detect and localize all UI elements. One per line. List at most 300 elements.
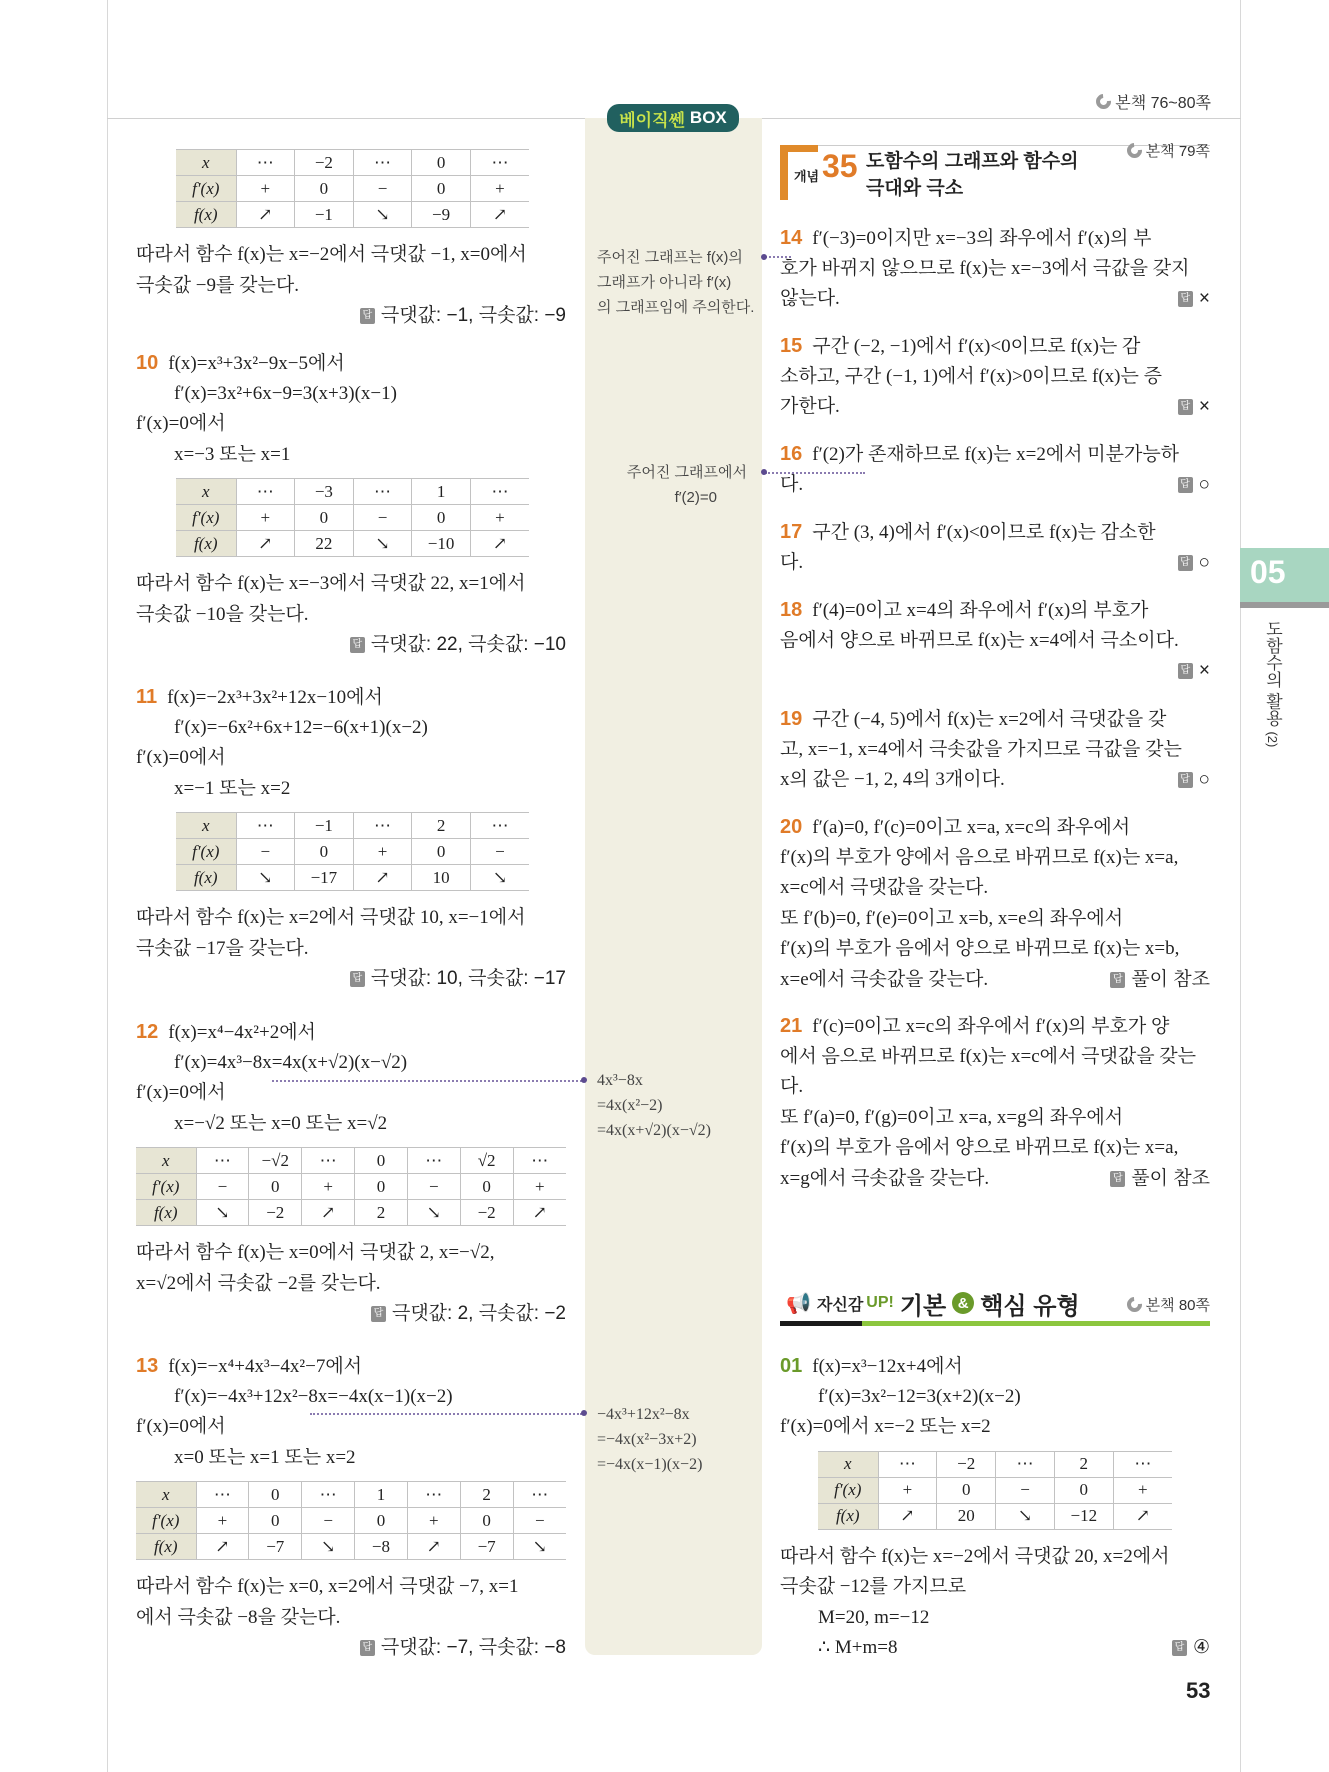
- concept-book-ref: [1127, 140, 1210, 161]
- header-book-ref: [1096, 90, 1211, 113]
- concept-title-line2: 극대와 극소: [866, 178, 964, 199]
- text-line: [780, 934, 1210, 965]
- answer-mark: [1110, 1164, 1210, 1195]
- concept-title-line1: 도함수의 그래프와 함수의: [866, 151, 1079, 172]
- table-cell: −: [353, 505, 412, 531]
- table-cell: 0: [295, 505, 354, 531]
- table-cell: ↘: [302, 1534, 355, 1560]
- line-text: 극솟값 −12를 가지므로: [780, 1576, 967, 1597]
- text-line: [780, 1382, 1210, 1413]
- table-cell: 1: [412, 479, 471, 505]
- table-cell: ↗: [196, 1534, 249, 1560]
- table-cell: +: [353, 839, 412, 865]
- text-line: [136, 348, 566, 379]
- badge-prefix: 베이직쎈: [619, 110, 685, 130]
- line-text: 따라서 함수 f(x)는 x=0, x=2에서 극댓값 −7, x=1: [136, 1576, 519, 1597]
- line-text: 가한다.: [780, 396, 840, 417]
- table-cell: −17: [295, 865, 354, 891]
- text-line: [136, 1382, 566, 1413]
- line-text: f(x)=x⁴−4x²+2에서: [168, 1022, 316, 1043]
- table-row: [136, 1174, 566, 1200]
- table-cell: ⋯: [470, 479, 529, 505]
- variation-table: [136, 1481, 566, 1560]
- table-row: [176, 531, 529, 557]
- text-line: [136, 774, 566, 805]
- table-cell: +: [1113, 1477, 1172, 1503]
- table-cell: 0: [249, 1508, 302, 1534]
- line-text: f(x)=x³+3x²−9x−5에서: [168, 353, 345, 374]
- side-note-line: 의 그래프임에 주의한다.: [597, 299, 755, 316]
- table-cell: 0: [295, 839, 354, 865]
- line-text: 따라서 함수 f(x)는 x=−2에서 극댓값 −1, x=0에서: [136, 244, 527, 265]
- table-cell: ↗: [513, 1200, 566, 1226]
- table-cell: −2: [295, 150, 354, 176]
- table-row: [818, 1503, 1172, 1529]
- line-text: f′(x)=0에서: [136, 413, 226, 434]
- text-line: [780, 1412, 1210, 1443]
- line-text: x=−1 또는 x=2: [174, 777, 291, 799]
- line-text: 고, x=−1, x=4에서 극솟값을 가지므로 극값을 갖는: [780, 738, 1182, 760]
- text-line: [780, 392, 1210, 423]
- answer-icon: 답: [1178, 663, 1193, 679]
- text-line: [136, 1412, 566, 1443]
- text-line: [780, 1603, 1210, 1634]
- text-line: [136, 1269, 566, 1300]
- table-cell: x: [176, 479, 236, 505]
- side-note: [597, 1068, 711, 1143]
- text-line: [136, 682, 566, 713]
- answer-icon: 답: [1172, 1640, 1187, 1656]
- chapter-title-text: 도함수의 활용: [1263, 620, 1282, 727]
- text-line: [780, 843, 1210, 874]
- text-line: [780, 439, 1210, 470]
- line-text: 극솟값 −10을 갖는다.: [136, 603, 309, 625]
- problem-number: 21: [780, 1015, 803, 1037]
- table-cell: +: [302, 1174, 355, 1200]
- text-line: [780, 965, 1210, 996]
- section-title2: 핵심 유형: [980, 1292, 1080, 1320]
- table-cell: −7: [249, 1534, 302, 1560]
- chapter-tab[interactable]: 05: [1240, 548, 1329, 608]
- problem-number: 13: [136, 1355, 159, 1377]
- table-cell: −12: [1054, 1503, 1113, 1529]
- table-cell: +: [236, 505, 295, 531]
- table-cell: ⋯: [996, 1451, 1055, 1477]
- table-cell: ↗: [302, 1200, 355, 1226]
- book-ref-icon: [1124, 140, 1145, 161]
- table-cell: f′(x): [136, 1174, 196, 1200]
- table-cell: ↗: [878, 1503, 937, 1529]
- text-line: [136, 440, 566, 471]
- text-line: [780, 626, 1210, 657]
- table-cell: −√2: [249, 1148, 302, 1174]
- problem-14: [780, 223, 1210, 315]
- book-ref-icon: [1124, 1294, 1145, 1315]
- answer-icon: 답: [360, 308, 375, 324]
- text-line: [780, 735, 1210, 766]
- table-cell: f′(x): [176, 839, 236, 865]
- connector-13: [310, 1413, 582, 1415]
- line-text: x=c에서 극댓값을 갖는다.: [780, 877, 989, 898]
- connector-dot: [761, 469, 767, 475]
- problem-number: 01: [780, 1355, 803, 1377]
- line-text: 에서 음으로 바뀌므로 f(x)는 x=c에서 극댓값을 갖는: [780, 1045, 1197, 1067]
- table-cell: −9: [412, 202, 471, 228]
- text-line: [780, 595, 1210, 626]
- text-line: [780, 873, 1210, 904]
- concept-label: 개념: [794, 169, 820, 184]
- table-cell: −: [513, 1508, 566, 1534]
- table-cell: −: [996, 1477, 1055, 1503]
- problem-18: [780, 595, 1210, 687]
- table-cell: ↘: [353, 531, 412, 557]
- table-cell: 1: [355, 1482, 408, 1508]
- section-book-ref: [1127, 1294, 1210, 1315]
- table-cell: −1: [295, 202, 354, 228]
- problem-10: [136, 348, 566, 661]
- problem-13: [136, 1351, 566, 1664]
- text-line: [780, 1072, 1210, 1103]
- line-text: f(x)=x³−12x+4에서: [812, 1356, 963, 1377]
- text-line: [780, 656, 1210, 687]
- line-text: 극솟값 −17을 갖는다.: [136, 937, 309, 959]
- table-cell: 2: [460, 1482, 513, 1508]
- table-cell: 0: [355, 1174, 408, 1200]
- table-cell: ⋯: [513, 1482, 566, 1508]
- section-title: [786, 1286, 1080, 1320]
- table-cell: 20: [937, 1503, 996, 1529]
- text-line: [136, 379, 566, 410]
- table-cell: f(x): [818, 1503, 878, 1529]
- text-line: [136, 1017, 566, 1048]
- concept-title: [866, 148, 1078, 202]
- table-cell: 2: [355, 1200, 408, 1226]
- table-cell: ↗: [236, 531, 295, 557]
- table-cell: +: [470, 505, 529, 531]
- answer-mark: [1178, 656, 1210, 687]
- table-cell: ⋯: [236, 150, 295, 176]
- table-cell: −: [353, 176, 412, 202]
- table-row: [176, 479, 529, 505]
- line-text: x=e에서 극솟값을 갖는다.: [780, 968, 989, 990]
- table-cell: −: [196, 1174, 249, 1200]
- answer-text: ○: [1198, 473, 1210, 495]
- table-cell: ⋯: [878, 1451, 937, 1477]
- table-cell: f(x): [176, 865, 236, 891]
- answer-text: ×: [1198, 288, 1210, 309]
- text-line: [136, 600, 566, 631]
- variation-table: [176, 149, 529, 228]
- text-line: [780, 254, 1210, 285]
- text-line: [780, 1133, 1210, 1164]
- text-line: [780, 284, 1210, 315]
- table-cell: ⋯: [236, 813, 295, 839]
- side-note: [597, 1402, 702, 1477]
- answer-icon: 답: [371, 1306, 386, 1322]
- table-cell: ⋯: [196, 1482, 249, 1508]
- table-cell: +: [513, 1174, 566, 1200]
- answer-icon: 답: [1178, 555, 1193, 571]
- line-text: f(x)=−2x³+3x²+12x−10에서: [167, 687, 383, 708]
- table-cell: x: [176, 150, 236, 176]
- text-line: [136, 1443, 566, 1474]
- text-line: [780, 331, 1210, 362]
- side-note-line: =4x(x²−2): [597, 1097, 663, 1114]
- answer-icon: 답: [360, 1640, 375, 1656]
- connector-14: [765, 256, 791, 258]
- answer-icon: 답: [1178, 399, 1193, 415]
- text-line: [780, 548, 1210, 579]
- table-cell: f(x): [176, 202, 236, 228]
- line-text: f′(4)=0이고 x=4의 좌우에서 f′(x)의 부호가: [812, 600, 1149, 621]
- connector-16: [765, 472, 865, 474]
- section-amp: &: [952, 1292, 974, 1314]
- text-line: [136, 1078, 566, 1109]
- header-book-ref-text: 본책 76~80쪽: [1115, 95, 1211, 112]
- answer-text: 극댓값: 2, 극솟값: −2: [391, 1303, 566, 1324]
- concept-header: [780, 145, 1210, 201]
- answer-icon: 답: [1178, 772, 1193, 788]
- table-row: [176, 865, 529, 891]
- table-cell: 10: [412, 865, 471, 891]
- answer-text: 극댓값: 10, 극솟값: −17: [370, 968, 566, 989]
- table-cell: −3: [295, 479, 354, 505]
- table-cell: ↘: [407, 1200, 460, 1226]
- table-row: [136, 1148, 566, 1174]
- table-row: [136, 1508, 566, 1534]
- problem-01: [780, 1351, 1210, 1664]
- table-cell: ⋯: [353, 150, 412, 176]
- text-line: [780, 1633, 1210, 1664]
- text-line: [780, 1011, 1210, 1042]
- answer-mark: [1178, 392, 1210, 423]
- text-line: [136, 1572, 566, 1603]
- page-number: 53: [1186, 1678, 1211, 1703]
- table-cell: −10: [412, 531, 471, 557]
- line-text: 구간 (3, 4)에서 f′(x)<0이므로 f(x)는 감소한: [812, 522, 1156, 543]
- answer-line: [136, 1633, 566, 1664]
- table-cell: f(x): [136, 1200, 196, 1226]
- answer-text: 극댓값: 22, 극솟값: −10: [370, 634, 566, 655]
- table-row: [176, 839, 529, 865]
- line-text: f′(x)=−4x³+12x²−8x=−4x(x−1)(x−2): [174, 1385, 453, 1407]
- text-line: [136, 271, 566, 302]
- table-cell: ↗: [407, 1534, 460, 1560]
- line-text: 다.: [780, 551, 804, 573]
- line-text: 구간 (−4, 5)에서 f(x)는 x=2에서 극댓값을 갖: [812, 709, 1167, 730]
- answer-icon: 답: [1178, 477, 1193, 493]
- table-cell: +: [196, 1508, 249, 1534]
- line-text: ∴ M+m=8: [818, 1637, 898, 1658]
- problem-number: 10: [136, 352, 159, 374]
- text-line: [136, 409, 566, 440]
- answer-mark: [1178, 470, 1210, 501]
- answer-mark: [1110, 965, 1210, 996]
- line-text: f′(c)=0이고 x=c의 좌우에서 f′(x)의 부호가 양: [812, 1016, 1170, 1037]
- answer-icon: 답: [1178, 291, 1193, 307]
- text-line: [136, 1603, 566, 1634]
- table-cell: 0: [355, 1508, 408, 1534]
- badge-suffix: BOX: [689, 108, 727, 127]
- table-row: [136, 1200, 566, 1226]
- table-cell: 0: [355, 1148, 408, 1174]
- side-note-line: =4x(x+√2)(x−√2): [597, 1122, 711, 1139]
- table-cell: f′(x): [176, 176, 236, 202]
- problem-number: 18: [780, 599, 803, 621]
- megaphone-icon: 📢: [786, 1292, 811, 1315]
- text-line: [780, 1103, 1210, 1134]
- text-line: [136, 569, 566, 600]
- table-cell: +: [878, 1477, 937, 1503]
- table-cell: √2: [460, 1148, 513, 1174]
- line-text: f′(x)의 부호가 양에서 음으로 바뀌므로 f(x)는 x=a,: [780, 846, 1179, 868]
- answer-icon: 답: [350, 637, 365, 653]
- answer-mark: [371, 1299, 566, 1330]
- line-text: x=√2에서 극솟값 −2를 갖는다.: [136, 1272, 381, 1294]
- answer-line: [136, 301, 566, 332]
- side-note-line: 4x³−8x: [597, 1072, 643, 1089]
- answer-mark: [360, 1633, 566, 1664]
- table-cell: −2: [937, 1451, 996, 1477]
- table-cell: 0: [412, 505, 471, 531]
- answer-line: [136, 630, 566, 661]
- table-cell: −1: [295, 813, 354, 839]
- problem-17: [780, 517, 1210, 578]
- answer-text: ×: [1198, 396, 1210, 417]
- table-cell: −2: [460, 1200, 513, 1226]
- line-text: 다.: [780, 473, 804, 495]
- connector-dot: [581, 1077, 587, 1083]
- table-cell: −: [236, 839, 295, 865]
- text-line: [780, 362, 1210, 393]
- line-text: 호가 바뀌지 않으므로 f(x)는 x=−3에서 극값을 갖지: [780, 257, 1190, 279]
- line-text: f′(x)=0에서: [136, 1082, 226, 1103]
- answer-mark: [1178, 548, 1210, 579]
- table-cell: +: [236, 176, 295, 202]
- table-row: [818, 1451, 1172, 1477]
- side-note-line: =−4x(x−1)(x−2): [597, 1456, 703, 1473]
- answer-line: [136, 1299, 566, 1330]
- side-note-line: −4x³+12x²−8x: [597, 1406, 690, 1423]
- line-text: f′(x)=0에서: [136, 1416, 226, 1437]
- table-cell: −7: [460, 1534, 513, 1560]
- section-header: [780, 1286, 1210, 1326]
- text-line: [136, 1048, 566, 1079]
- table-cell: ↗: [353, 865, 412, 891]
- problem-cont: [136, 141, 566, 332]
- table-cell: f(x): [176, 531, 236, 557]
- table-cell: +: [407, 1508, 460, 1534]
- variation-table: [176, 478, 529, 557]
- table-cell: f(x): [136, 1534, 196, 1560]
- table-cell: ↘: [353, 202, 412, 228]
- text-line: [136, 1109, 566, 1140]
- answer-text: 극댓값: −7, 극솟값: −8: [380, 1637, 566, 1658]
- table-cell: 2: [412, 813, 471, 839]
- connector-dot: [761, 254, 767, 260]
- line-text: f′(x)의 부호가 음에서 양으로 바뀌므로 f(x)는 x=b,: [780, 938, 1180, 959]
- text-line: [136, 934, 566, 965]
- text-line: [136, 743, 566, 774]
- problem-19: [780, 704, 1210, 796]
- text-line: [780, 1572, 1210, 1603]
- line-text: x=0 또는 x=1 또는 x=2: [174, 1446, 356, 1468]
- text-line: [136, 1351, 566, 1382]
- line-text: f′(x)=3x²−12=3(x+2)(x−2): [818, 1385, 1021, 1407]
- problem-16: [780, 439, 1210, 500]
- answer-text: 극댓값: −1, 극솟값: −9: [380, 305, 566, 326]
- table-cell: x: [818, 1451, 878, 1477]
- table-cell: 2: [1054, 1451, 1113, 1477]
- line-text: x=−√2 또는 x=0 또는 x=√2: [174, 1112, 388, 1134]
- answer-text: ④: [1192, 1637, 1210, 1658]
- table-row: [176, 505, 529, 531]
- text-line: [136, 903, 566, 934]
- line-text: f′(x)=4x³−8x=4x(x+√2)(x−√2): [174, 1051, 408, 1073]
- concept-bracket-top: [780, 145, 818, 152]
- section-title1: 기본: [899, 1292, 947, 1320]
- table-cell: −: [470, 839, 529, 865]
- section-tag: 자신감: [816, 1296, 864, 1314]
- table-cell: ⋯: [407, 1482, 460, 1508]
- table-cell: ↘: [236, 865, 295, 891]
- table-cell: ⋯: [353, 813, 412, 839]
- table-cell: f′(x): [176, 505, 236, 531]
- table-cell: x: [136, 1148, 196, 1174]
- text-line: [136, 240, 566, 271]
- line-text: 않는다.: [780, 288, 840, 309]
- problem-number: 20: [780, 816, 803, 838]
- line-text: x=g에서 극솟값을 갖는다.: [780, 1167, 990, 1189]
- table-cell: ⋯: [470, 813, 529, 839]
- table-cell: ⋯: [196, 1148, 249, 1174]
- answer-line: [136, 964, 566, 995]
- table-cell: f′(x): [818, 1477, 878, 1503]
- line-text: f′(x)의 부호가 음에서 양으로 바뀌므로 f(x)는 x=a,: [780, 1137, 1179, 1158]
- table-cell: 22: [295, 531, 354, 557]
- answer-text: ○: [1198, 551, 1210, 573]
- table-row: [176, 150, 529, 176]
- line-text: 음에서 양으로 바뀌므로 f(x)는 x=4에서 극소이다.: [780, 629, 1179, 651]
- table-cell: x: [136, 1482, 196, 1508]
- table-cell: ↗: [470, 202, 529, 228]
- answer-text: 풀이 참조: [1131, 1167, 1210, 1189]
- side-note: [597, 460, 747, 510]
- page-left-border: [107, 0, 108, 1772]
- problem-number: 19: [780, 708, 803, 730]
- section-rule-dark: [780, 1321, 862, 1326]
- line-text: 소하고, 구간 (−1, 1)에서 f′(x)>0이므로 f(x)는 증: [780, 365, 1162, 387]
- line-text: 에서 극솟값 −8을 갖는다.: [136, 1606, 341, 1628]
- answer-mark: [1178, 284, 1210, 315]
- line-text: x의 값은 −1, 2, 4의 3개이다.: [780, 769, 1005, 790]
- table-cell: 0: [1054, 1477, 1113, 1503]
- side-note-line: 그래프가 아니라 f′(x): [597, 274, 732, 291]
- table-cell: 0: [249, 1174, 302, 1200]
- table-cell: ↘: [470, 865, 529, 891]
- text-line: [780, 765, 1210, 796]
- table-cell: ↘: [196, 1200, 249, 1226]
- table-cell: 0: [412, 176, 471, 202]
- table-cell: f′(x): [136, 1508, 196, 1534]
- text-line: [780, 1351, 1210, 1382]
- table-cell: 0: [460, 1508, 513, 1534]
- line-text: 또 f′(a)=0, f′(g)=0이고 x=a, x=g의 좌우에서: [780, 1106, 1124, 1128]
- table-cell: −: [407, 1174, 460, 1200]
- table-cell: ↗: [470, 531, 529, 557]
- table-cell: ⋯: [302, 1148, 355, 1174]
- page-right-border: [1240, 0, 1241, 1772]
